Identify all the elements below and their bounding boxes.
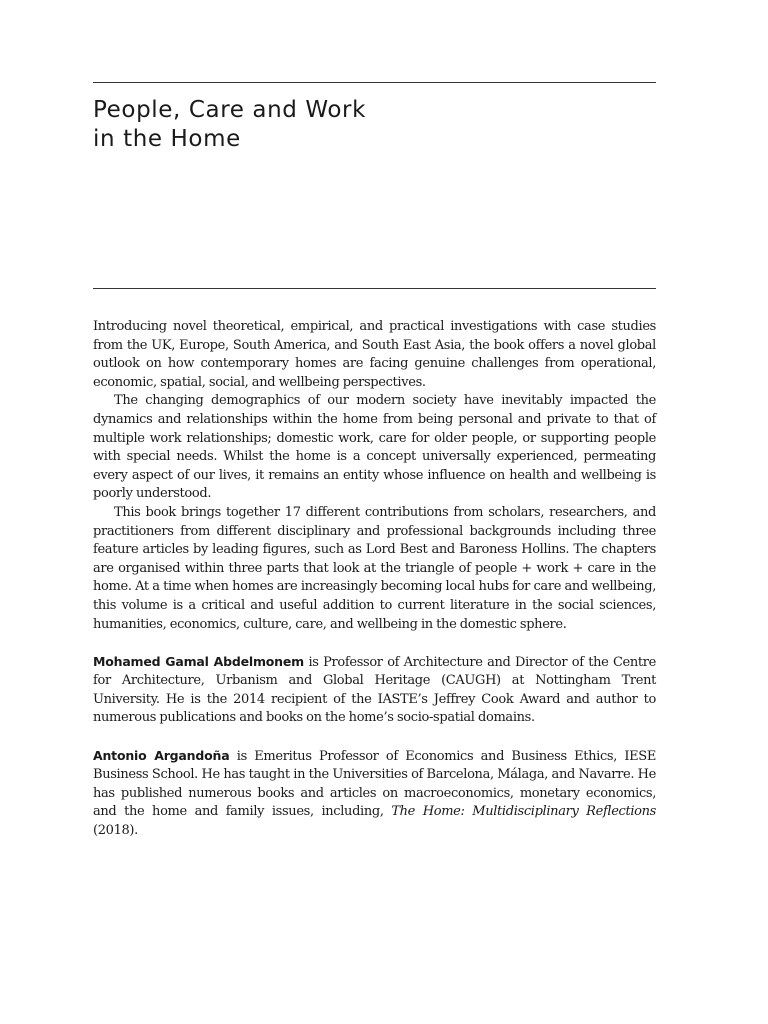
- book-reference-title: The Home: Multidisciplinary Reflections: [391, 804, 656, 820]
- author-bio-1: [93, 653, 656, 728]
- book-reference-year: (2018).: [93, 823, 138, 839]
- author-name-2: Antonio Argandoña: [93, 747, 230, 763]
- blurb-body: [93, 318, 656, 841]
- blurb-paragraph-3: This book brings together 17 different contributions from scholars, researchers, and practitioners from different disciplinary and professional backgrounds including three feature articles by leading figures, such as Lord Best and Baroness Hollins. The chapters are organised within three parts that look at the triangle of people + work + care in the home. At a time when homes are increasingly becoming local hubs for care and wellbeing, this volume is a critical and useful addition to current literature in the social sciences, humanities, economics, culture, care, and wellbeing in the domestic sphere.: [93, 504, 656, 632]
- author-bio-text-1: is Professor of Architecture and Director of the Centre for Architecture, Urbanism and Global Heritage (CAUGH) at Nottingham Trent University. He is the 2014 recipient of the IASTE’s Jeffrey Cook Award and author to numerous publications and books on the home’s socio-spatial domains.: [93, 654, 657, 726]
- top-rule: [93, 82, 656, 83]
- author-bio-2: [93, 747, 656, 841]
- book-title: [93, 96, 366, 154]
- book-title-line-2: in the Home: [93, 126, 241, 152]
- book-title-line-1: People, Care and Work: [93, 97, 367, 123]
- author-bio-text-2: is Emeritus Professor of Economics and Business Ethics, IESE Business School. He has taught in the Universities of Barcelona, Málaga, and Navarre. He has published numerous books and articles on macroeconomics, monetary economics, and the home and family issues, including,: [93, 748, 656, 820]
- blurb-paragraph-2: The changing demographics of our modern society have inevitably impacted the dynamics and relationships within the home from being personal and private to that of multiple work relationships; domestic work, care for older people, or supporting people with special needs. Whilst the home is a concept universally experienced, permeating every aspect of our lives, it remains an entity whose influence on health and wellbeing is poorly understood.: [93, 393, 656, 502]
- bottom-rule: [93, 288, 656, 289]
- author-name-1: Mohamed Gamal Abdelmonem: [93, 653, 304, 669]
- blurb-paragraph-1: Introducing novel theoretical, empirical, and practical investigations with case studies from the UK, Europe, South America, and South East Asia, the book offers a novel global outlook on how contemporary homes are facing genuine challenges from operational, economic, spatial, social, and wellbeing perspectives.: [93, 319, 656, 390]
